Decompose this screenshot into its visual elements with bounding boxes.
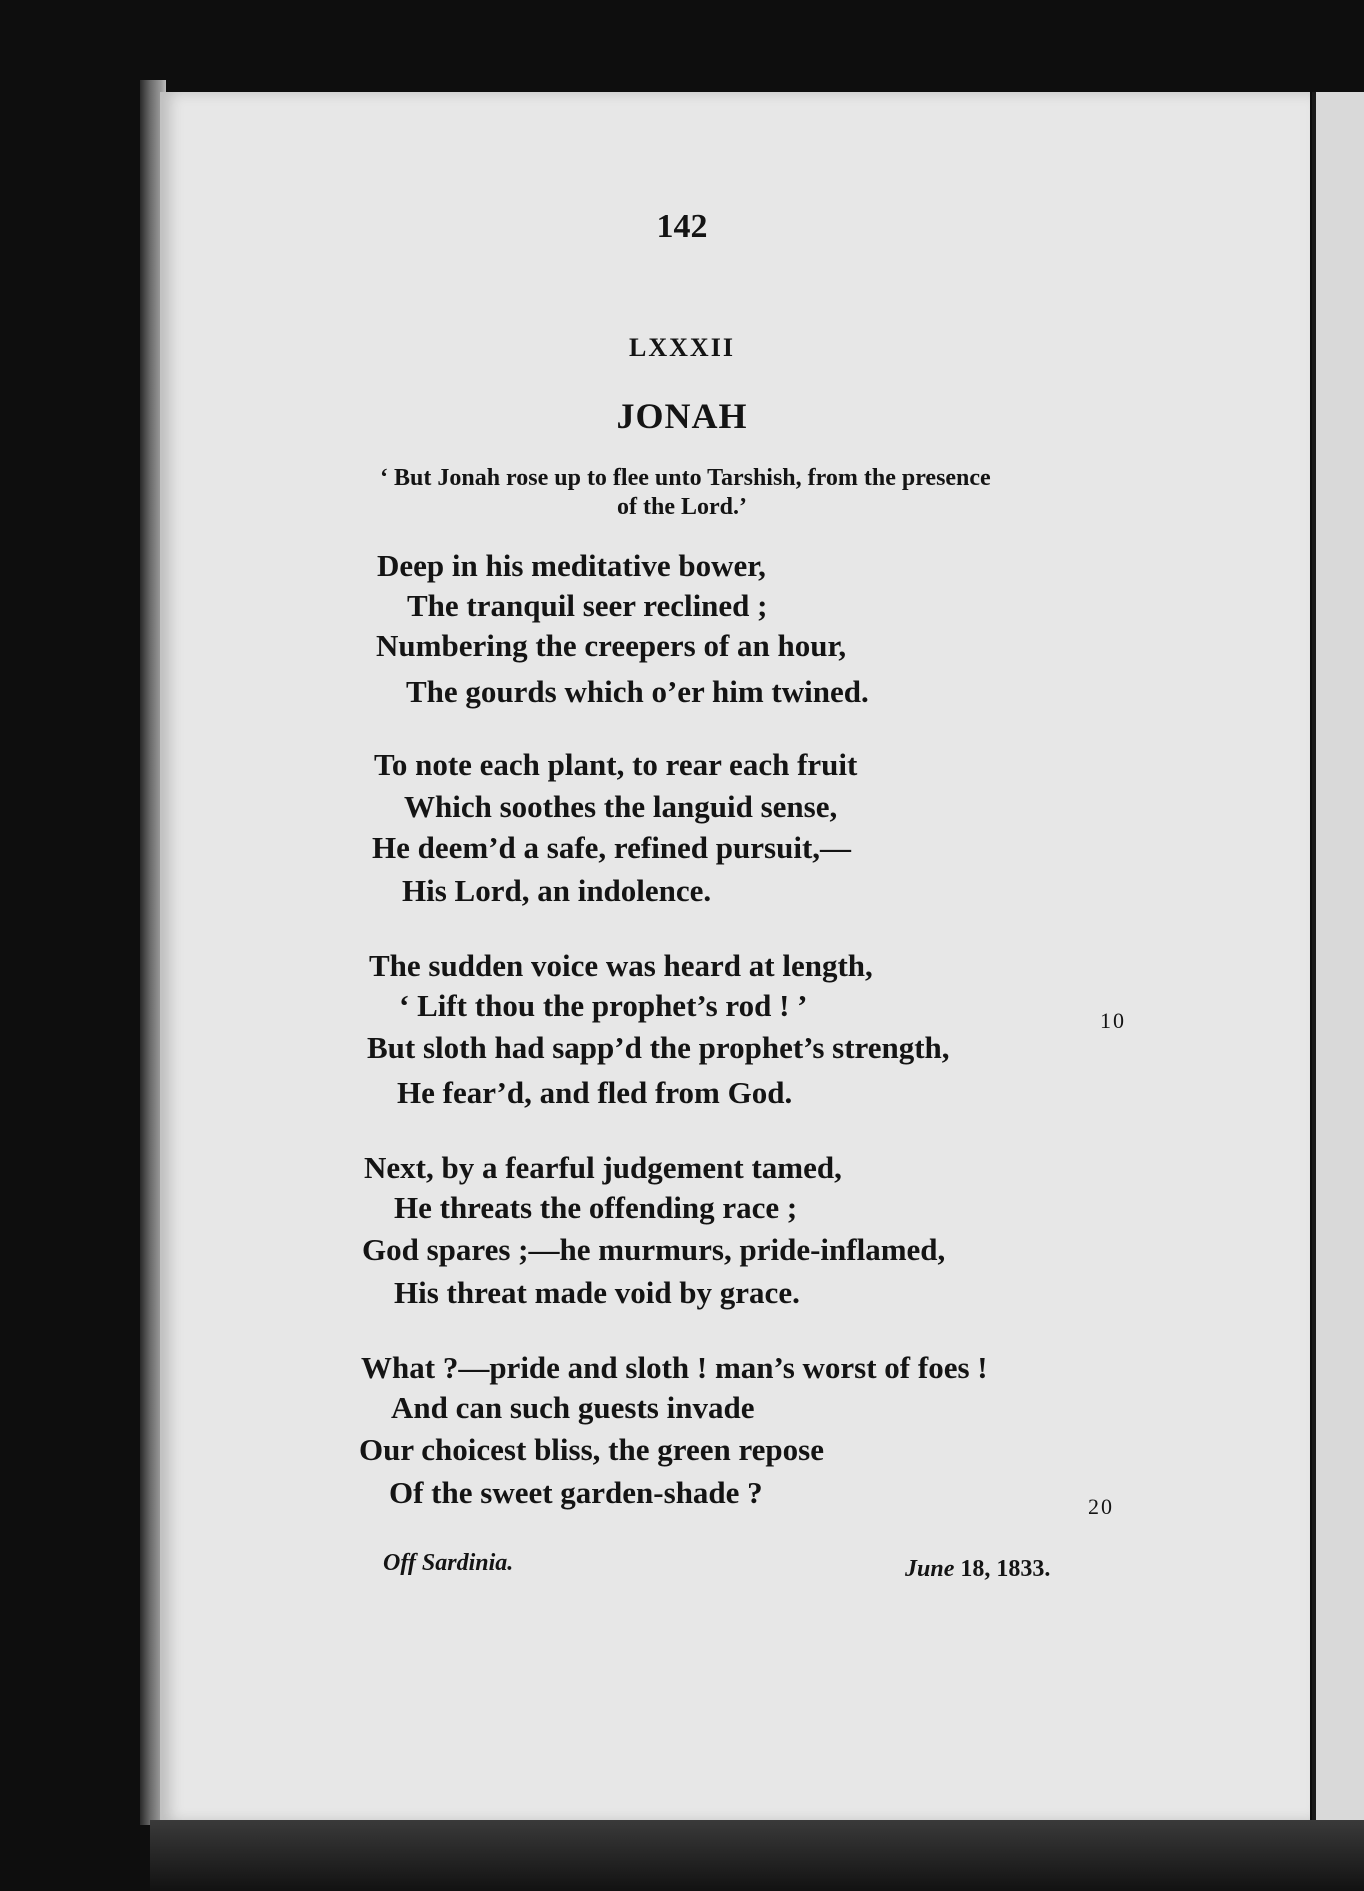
line-number: 20	[1088, 1494, 1114, 1519]
date-day-year: 18, 1833.	[960, 1556, 1051, 1582]
poem-line: He deem’d a safe, refined pursuit,—	[372, 830, 852, 865]
poem-line: He threats the offending race ;	[394, 1190, 798, 1225]
poem-line: What ?—pride and sloth ! man’s worst of foes !	[361, 1350, 988, 1385]
poem-line: And can such guests invade	[391, 1390, 755, 1425]
place-note: Off Sardinia.	[383, 1550, 514, 1576]
poem-number: LXXXII	[629, 333, 735, 362]
epigraph-line-2: of the Lord.’	[617, 494, 747, 520]
poem-title: JONAH	[616, 396, 748, 436]
line-number: 10	[1100, 1008, 1126, 1033]
poem-line: To note each plant, to rear each fruit	[374, 747, 858, 782]
poem-line: Deep in his meditative bower,	[377, 548, 766, 583]
poem-line: Next, by a fearful judgement tamed,	[364, 1150, 842, 1185]
page-number: 142	[656, 208, 708, 245]
poem-line: He fear’d, and fled from God.	[397, 1075, 793, 1110]
poem-line: Our choicest bliss, the green repose	[359, 1432, 824, 1467]
date-month: June	[905, 1556, 955, 1582]
poem-line: ‘ Lift thou the prophet’s rod ! ’	[399, 988, 808, 1023]
epigraph-line-1: ‘ But Jonah rose up to flee unto Tarshish, from the presence	[380, 465, 991, 491]
poem-line: God spares ;—he murmurs, pride-inflamed,	[362, 1232, 946, 1267]
poem-line: Of the sweet garden-shade ?	[389, 1475, 763, 1510]
poem-line: Which soothes the languid sense,	[404, 789, 838, 824]
poem-line: The sudden voice was heard at length,	[369, 948, 873, 983]
poem-line: His Lord, an indolence.	[402, 873, 712, 908]
poem-line: Numbering the creepers of an hour,	[376, 628, 847, 663]
poem-line: But sloth had sapp’d the prophet’s strength,	[367, 1030, 950, 1065]
date-note	[905, 1556, 1050, 1583]
poem-line: The tranquil seer reclined ;	[407, 588, 768, 623]
scan-bottom-edge	[150, 1820, 1364, 1891]
poem-line: The gourds which o’er him twined.	[406, 674, 869, 709]
poem-line: His threat made void by grace.	[394, 1275, 800, 1310]
